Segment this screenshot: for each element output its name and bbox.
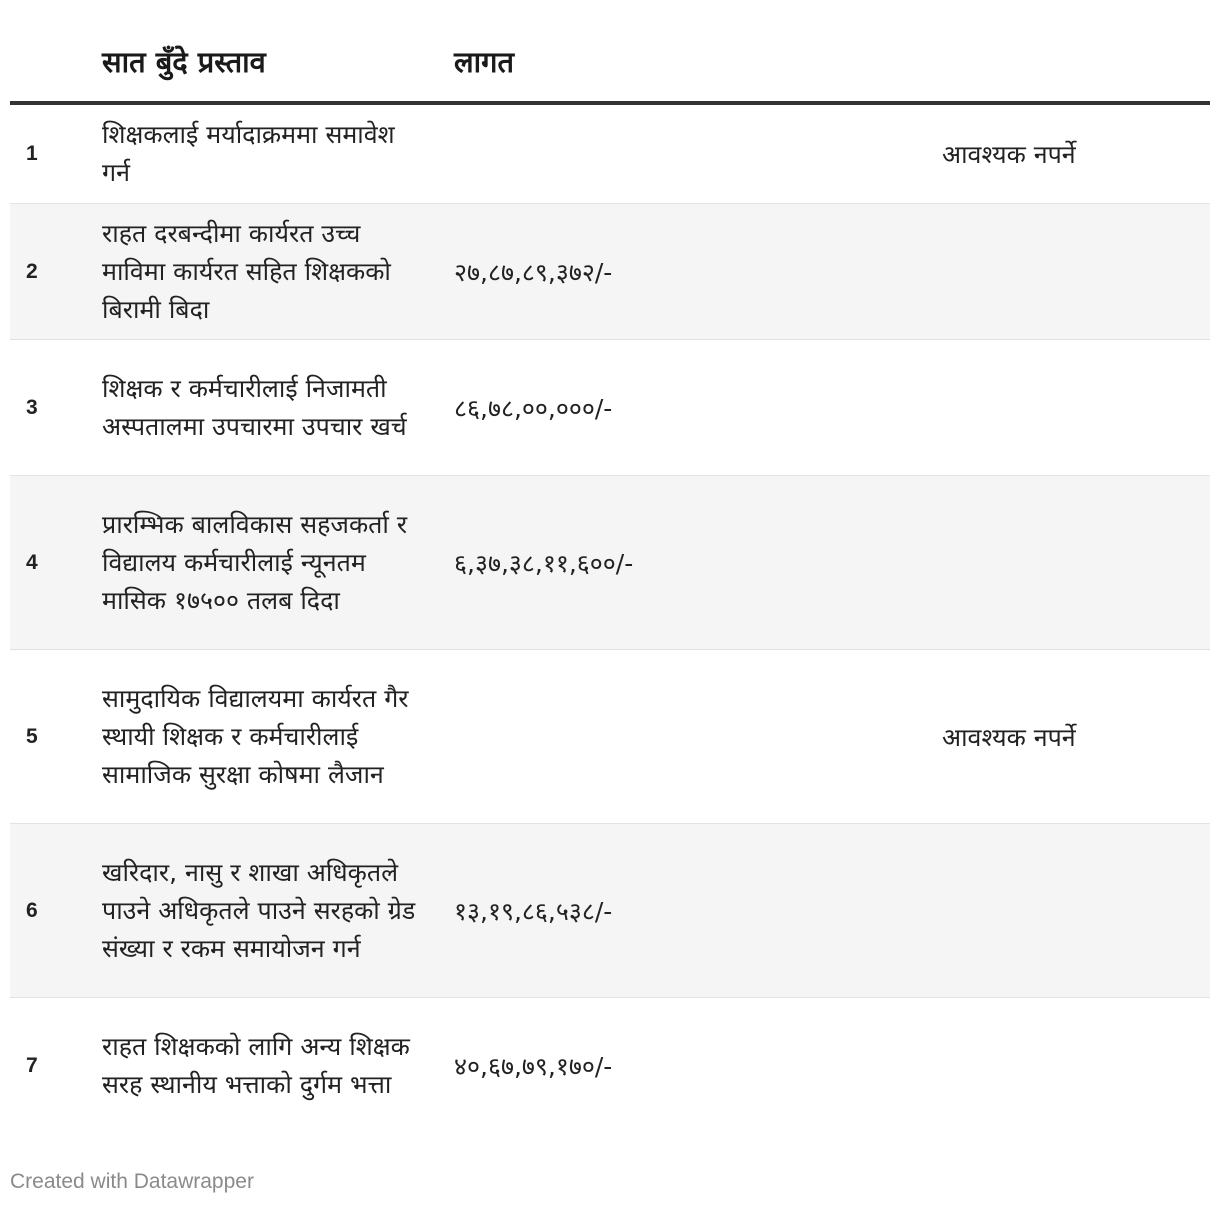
cost-value: ८६,७८,००,०००/- xyxy=(454,393,613,423)
row-number: 6 xyxy=(26,898,38,922)
table-row xyxy=(10,204,1210,340)
cost-value: १३,१९,८६,५३८/- xyxy=(454,896,613,926)
row-number: 1 xyxy=(26,142,38,165)
proposal-cost-table xyxy=(10,0,1210,1134)
note-text xyxy=(890,204,1190,339)
row-number: 5 xyxy=(26,724,38,748)
table-row xyxy=(10,650,1210,824)
row-number: 7 xyxy=(26,1054,38,1077)
note-text: आवश्यक नपर्ने xyxy=(942,722,1076,752)
table-row xyxy=(10,824,1210,998)
proposal-text: सामुदायिक विद्यालयमा कार्यरत गैर स्थायी शिक्षक र कर्मचारीलाई सामाजिक सुरक्षा कोषमा लैजान xyxy=(102,683,409,789)
table-row xyxy=(10,476,1210,650)
proposal-text: शिक्षकलाई मर्यादाक्रममा समावेश गर्न xyxy=(102,120,395,187)
cost-value xyxy=(454,650,774,823)
proposal-text: खरिदार, नासु र शाखा अधिकृतले पाउने अधिकृतले पाउने सरहको ग्रेड संख्या र रकम समायोजन गर्न xyxy=(102,857,416,963)
datawrapper-credit: Created with Datawrapper xyxy=(10,1170,254,1193)
table-header xyxy=(10,0,1210,105)
note-text xyxy=(890,340,1190,475)
note-text xyxy=(890,998,1190,1134)
cost-value: ६,३७,३८,११,६००/- xyxy=(454,548,634,578)
table-row xyxy=(10,340,1210,476)
note-text xyxy=(890,824,1190,997)
cost-value: ४०,६७,७९,१७०/- xyxy=(454,1052,613,1081)
row-number: 2 xyxy=(26,259,38,283)
proposal-text: शिक्षक र कर्मचारीलाई निजामती अस्पतालमा उपचारमा उपचार खर्च xyxy=(102,373,407,441)
proposal-text: राहत शिक्षकको लागि अन्य शिक्षक सरह स्थानीय भत्ताको दुर्गम भत्ता xyxy=(102,1032,410,1099)
note-text xyxy=(890,476,1190,649)
row-number: 3 xyxy=(26,395,38,419)
note-text: आवश्यक नपर्ने xyxy=(942,140,1076,169)
row-number: 4 xyxy=(26,550,38,574)
cost-value: २७,८७,८९,३७२/- xyxy=(454,257,613,287)
cost-value xyxy=(454,105,774,203)
header-proposal: सात बुँदे प्रस्ताव xyxy=(102,45,266,79)
header-cost: लागत xyxy=(454,45,515,79)
proposal-text: प्रारम्भिक बालविकास सहजकर्ता र विद्यालय कर्मचारीलाई न्यूनतम मासिक १७५०० तलब दिदा xyxy=(102,509,408,615)
table-row xyxy=(10,998,1210,1134)
proposal-text: राहत दरबन्दीमा कार्यरत उच्च माविमा कार्यरत सहित शिक्षकको बिरामी बिदा xyxy=(102,218,391,324)
table-row xyxy=(10,105,1210,204)
